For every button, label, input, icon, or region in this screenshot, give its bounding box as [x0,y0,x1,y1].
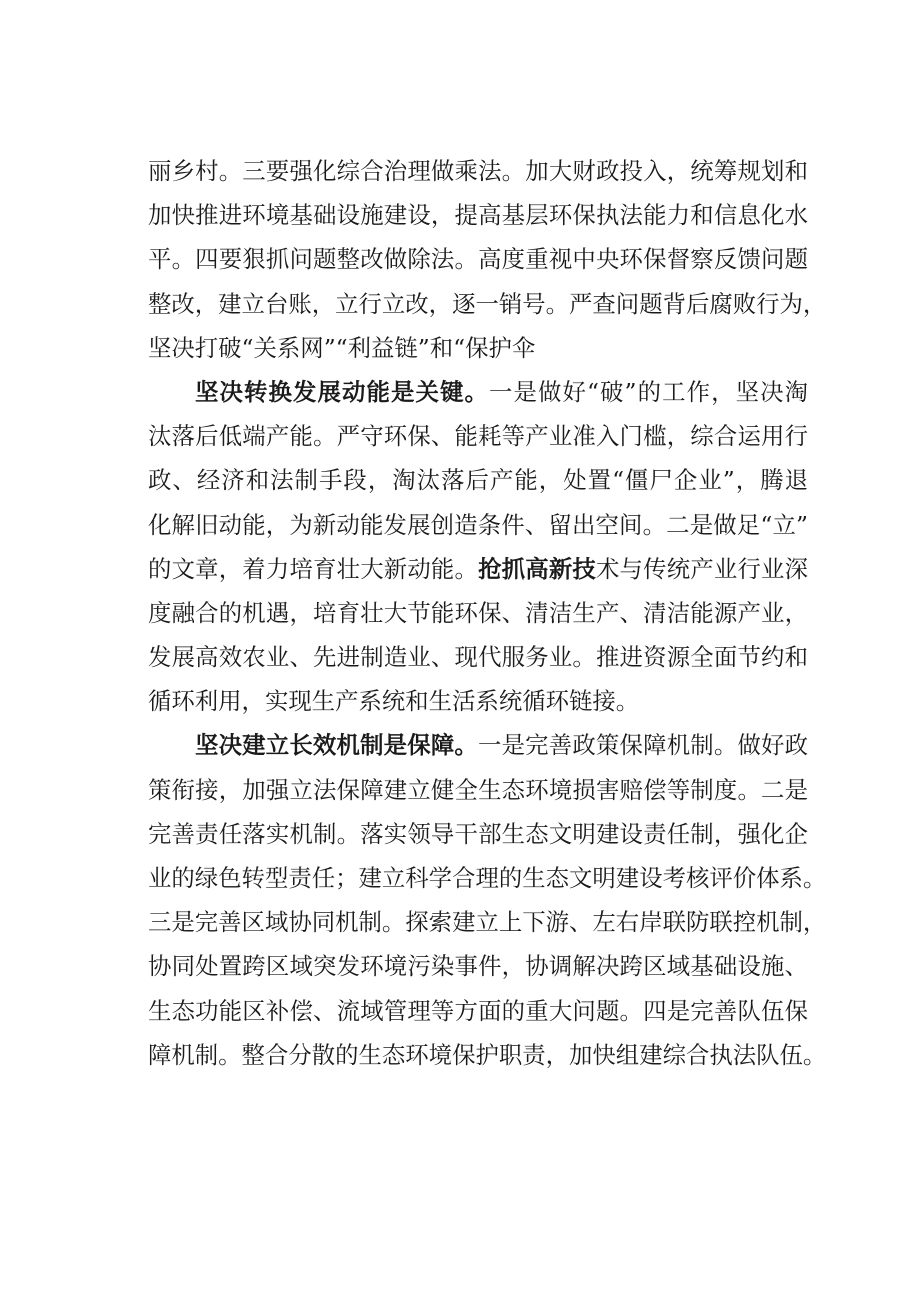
text-run: 丽乡村。三要强化综合治理做乘法。加大财政投入，统筹规划和 [148,157,808,185]
text-line [148,598,808,642]
text-line [148,996,808,1040]
text-run: 一是做好“破”的工作，坚决淘 [488,377,808,406]
paragraph-heading: 坚决建立长效机制是保障。 [195,731,479,760]
text-run: 坚决打破“关系网”“利益链”和“保护伞 [148,333,536,362]
text-run: 完善责任落实机制。落实领导干部生态文明建设责任制，强化企 [148,819,808,848]
text-run: 循环利用，实现生产系统和生活系统循环链接。 [148,687,640,716]
text-run: 的文章，着力培育壮大新动能。 [148,554,479,583]
text-line [148,510,808,554]
text-run: 整改，建立台账，立行立改，逐一销号。严查问题背后腐败行为， [148,289,827,318]
text-run: 术与传统产业行业深 [595,554,808,583]
text-line [148,730,808,774]
text-run: 平。四要狠抓问题整改做除法。高度重视中央环保督察反馈问题 [148,245,808,274]
text-run: 生态功能区补偿、流域管理等方面的重大问题。四是完善队伍保 [148,996,808,1025]
text-line [148,200,808,244]
text-line [148,686,808,730]
text-run: 一是完善政策保障机制。做好政 [478,731,809,760]
text-run: 化解旧动能，为新动能发展创造条件、留出空间。二是做足“立” [148,510,808,539]
text-run: 汰落后低端产能。严守环保、能耗等产业准入门槛，综合运用行 [148,422,808,451]
text-line [148,244,808,288]
text-line [148,642,808,686]
text-run: 协同处置跨区域突发环境污染事件，协调解决跨区域基础设施、 [148,952,808,981]
paragraph-long-term-mechanism [148,730,827,1084]
text-line [148,863,827,907]
text-line [148,333,808,377]
text-line [148,775,808,819]
text-run: 度融合的机遇，培育壮大节能环保、清洁生产、清洁能源产业， [148,598,808,627]
text-line [148,554,808,598]
text-line [148,819,808,863]
text-line [148,907,827,951]
text-line [148,951,808,995]
text-run: 发展高效农业、先进制造业、现代服务业。推进资源全面节约和 [148,643,808,672]
text-run: 障机制。整合分散的生态环境保护职责，加快组建综合执法队伍。 [148,1040,827,1069]
emphasis-text: 抢抓高新技 [478,554,596,583]
text-line [148,421,808,465]
text-run: 策衔接，加强立法保障建立健全生态环境损害赔偿等制度。二是 [148,775,808,804]
text-line [148,465,808,509]
paragraph-development-momentum [148,377,808,731]
document-page [148,156,827,1084]
text-line [148,156,808,200]
text-run: 业的绿色转型责任；建立科学合理的生态文明建设考核评价体系。 [148,864,827,892]
paragraph-heading: 坚决转换发展动能是关键。 [195,377,489,406]
text-line [148,1040,827,1084]
text-run: 加快推进环境基础设施建设，提高基层环保执法能力和信息化水 [148,201,808,230]
text-line [148,289,827,333]
text-run: 政、经济和法制手段，淘汰落后产能，处置“僵尸企业”，腾退 [148,466,808,495]
paragraph-rural-governance [148,156,827,377]
text-run: 三是完善区域协同机制。探索建立上下游、左右岸联防联控机制， [148,908,827,937]
text-line [148,377,808,421]
